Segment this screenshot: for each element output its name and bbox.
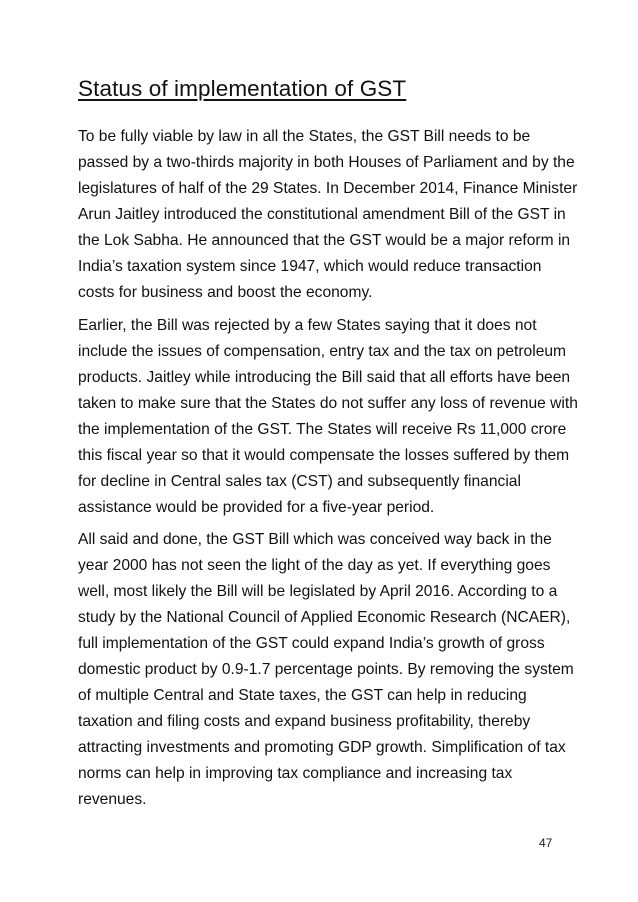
text-line: well, most likely the Bill will be legislated by April 2016. According to a	[78, 583, 558, 600]
text-line: study by the National Council of Applied Economic Research (NCAER),	[78, 609, 571, 626]
text-line: products. Jaitley while introducing the Bill said that all efforts have been	[78, 368, 571, 386]
page-number: 47	[539, 836, 553, 850]
text-line: attracting investments and promoting GDP growth. Simplification of tax	[78, 739, 566, 756]
text-line: legislatures of half of the 29 States. In December 2014, Finance Minister	[78, 180, 578, 197]
paragraph	[78, 124, 578, 306]
text-line: All said and done, the GST Bill which was conceived way back in the	[78, 531, 552, 548]
text-line: To be fully viable by law in all the States, the GST Bill needs to be	[78, 128, 531, 145]
paragraph	[78, 527, 574, 813]
page-title: Status of implementation of GST	[78, 76, 407, 101]
text-line: costs for business and boost the economy.	[78, 284, 373, 301]
text-line: taxation and filing costs and expand business profitability, thereby	[78, 713, 531, 730]
text-line: India’s taxation system since 1947, which would reduce transaction	[78, 258, 542, 275]
document-body	[78, 124, 578, 820]
text-line: include the issues of compensation, entry tax and the tax on petroleum	[78, 342, 567, 360]
text-line: domestic product by 0.9-1.7 percentage points. By removing the system	[78, 661, 574, 678]
paragraph	[78, 313, 578, 521]
text-line: revenues.	[78, 791, 147, 808]
text-line: assistance would be provided for a five-year period.	[78, 498, 435, 516]
text-line: full implementation of the GST could expand India’s growth of gross	[78, 635, 545, 652]
text-line: of multiple Central and State taxes, the GST can help in reducing	[78, 687, 527, 704]
text-line: the implementation of the GST. The States will receive Rs 11,000 crore	[78, 420, 567, 438]
text-line: this fiscal year so that it would compensate the losses suffered by them	[78, 446, 570, 464]
text-line: the Lok Sabha. He announced that the GST would be a major reform in	[78, 232, 571, 249]
text-line: norms can help in improving tax compliance and increasing tax	[78, 765, 513, 782]
text-line: taken to make sure that the States do not suffer any loss of revenue with	[78, 394, 578, 412]
text-line: for decline in Central sales tax (CST) and subsequently financial	[78, 472, 521, 490]
text-line: Earlier, the Bill was rejected by a few States saying that it does not	[78, 316, 537, 334]
text-line: Arun Jaitley introduced the constitutional amendment Bill of the GST in	[78, 206, 566, 223]
text-line: year 2000 has not seen the light of the day as yet. If everything goes	[78, 557, 551, 574]
text-line: passed by a two-thirds majority in both Houses of Parliament and by the	[78, 154, 575, 171]
